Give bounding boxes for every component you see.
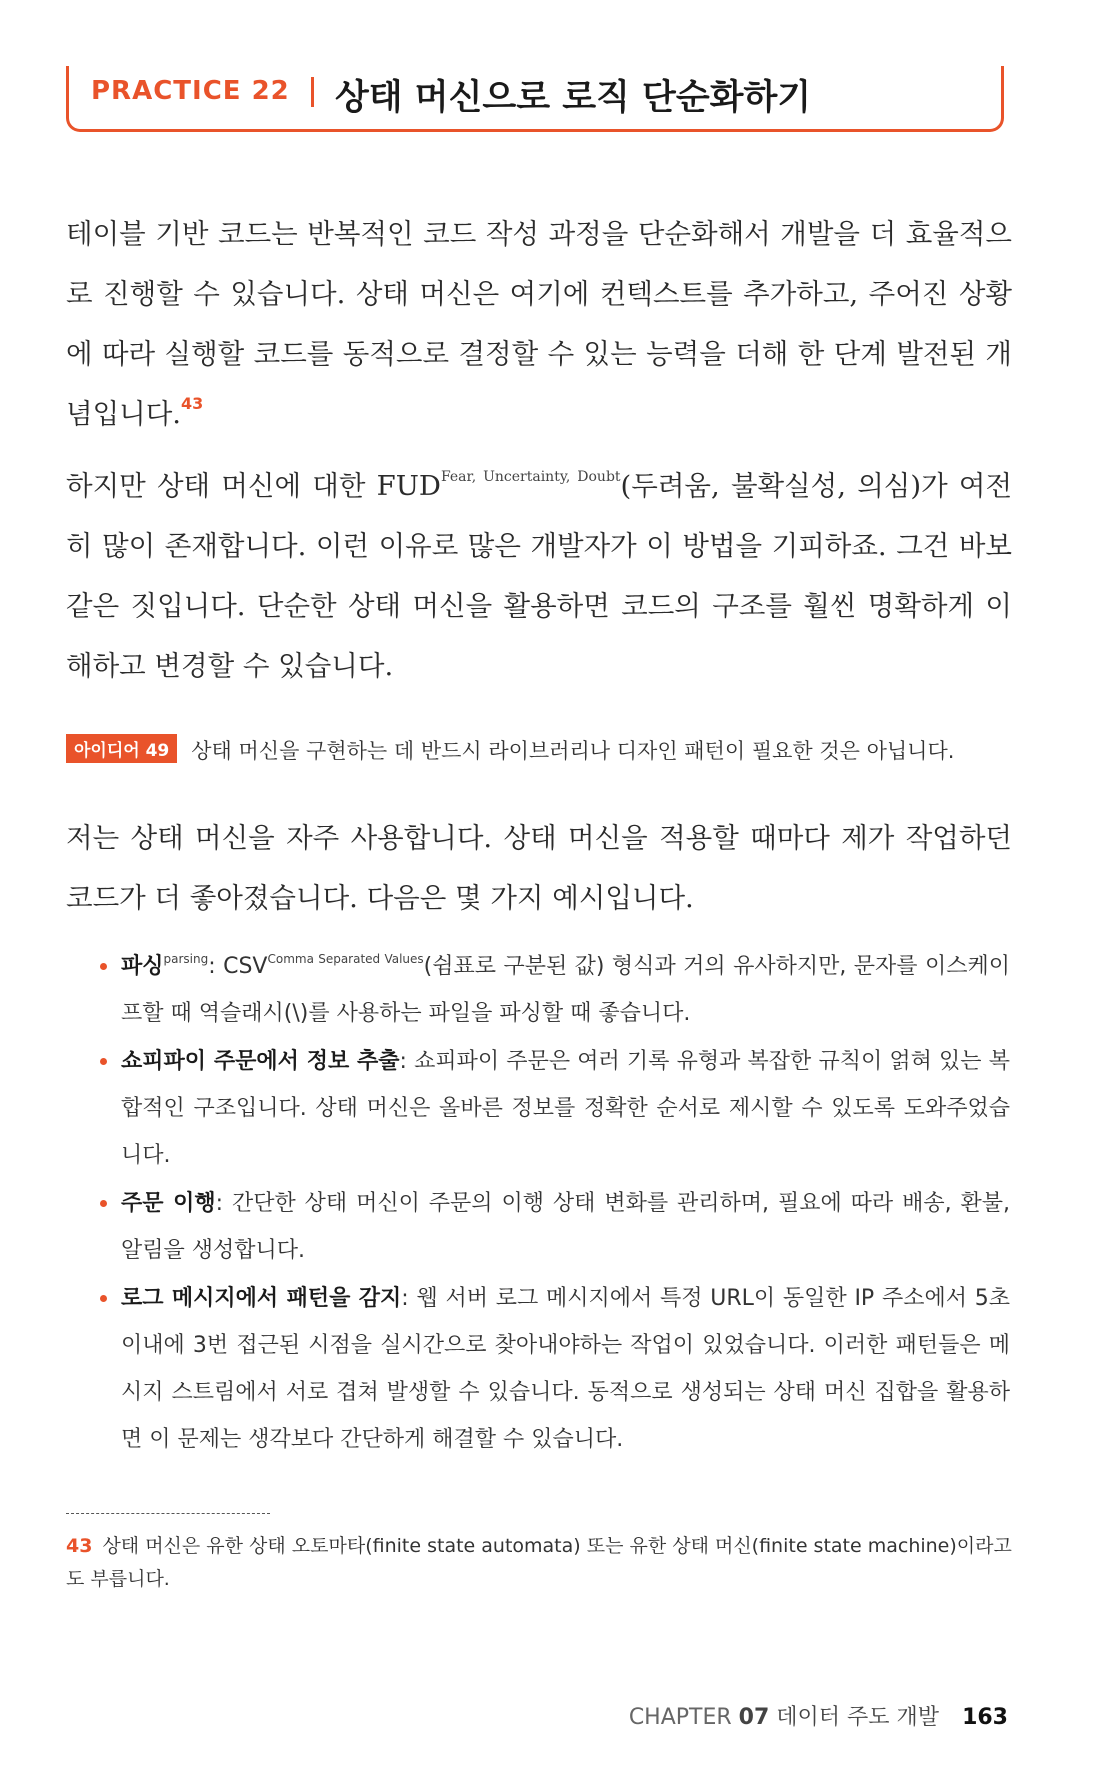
practice-label: PRACTICE 22 bbox=[91, 76, 290, 106]
list-item bbox=[100, 943, 1010, 1037]
header-separator bbox=[311, 77, 314, 107]
idea-callout bbox=[66, 734, 1026, 764]
paragraph-3 bbox=[66, 808, 1012, 928]
term-annotation: parsing bbox=[163, 952, 209, 966]
paragraph-3-text: 저는 상태 머신을 자주 사용합니다. 상태 머신을 적용할 때마다 제가 작업하던 코드가 더 좋아졌습니다. 다음은 몇 가지 예시입니다. bbox=[66, 822, 1012, 914]
bullet-icon bbox=[100, 963, 107, 970]
chapter-word: CHAPTER bbox=[628, 1705, 732, 1730]
list-item bbox=[100, 1275, 1010, 1463]
example-list bbox=[100, 943, 1010, 1464]
practice-header bbox=[66, 66, 1004, 132]
bullet-term: 쇼피파이 주문에서 정보 추출 bbox=[121, 1049, 400, 1074]
chapter-title: 데이터 주도 개발 bbox=[776, 1705, 940, 1730]
footnote-43 bbox=[66, 1530, 1012, 1596]
paragraph-2-before: 하지만 상태 머신에 대한 FUD bbox=[66, 470, 441, 502]
idea-badge: 아이디어 49 bbox=[66, 734, 177, 763]
bullet-text: : 웹 서버 로그 메시지에서 특정 URL이 동일한 IP 주소에서 5초 이내에 3번 접근된 시점을 실시간으로 찾아내야하는 작업이 있었습니다. 이러한 패턴들은 메시지 스트림에서 서로 겹쳐 발생할 수 있습니다. 동적으로 생성되는 상태 머신 집합을 활용하면 이 문제는 생각보다 간단하게 해결할 수 있습니다. bbox=[121, 1286, 1010, 1452]
bullet-text: : 간단한 상태 머신이 주문의 이행 상태 변화를 관리하며, 필요에 따라 배송, 환불, 알림을 생성합니다. bbox=[121, 1191, 1010, 1263]
bullet-text: : 쇼피파이 주문은 여러 기록 유형과 복잡한 규칙이 얽혀 있는 복합적인 구조입니다. 상태 머신은 올바른 정보를 정확한 순서로 제시할 수 있도록 도와주었습니다. bbox=[121, 1049, 1010, 1168]
paragraph-1 bbox=[66, 204, 1012, 444]
bullet-term: 파싱 bbox=[121, 954, 164, 979]
footnote-divider bbox=[66, 1513, 270, 1514]
footnote-ref-43[interactable]: 43 bbox=[181, 394, 204, 413]
list-item bbox=[100, 1180, 1010, 1274]
chapter-number: 07 bbox=[738, 1705, 770, 1730]
bullet-term: 주문 이행 bbox=[121, 1191, 216, 1216]
bullet-icon bbox=[100, 1200, 107, 1207]
footnote-text: 상태 머신은 유한 상태 오토마타(finite state automata) 또는 유한 상태 머신(finite state machine)이라고도 부릅니다. bbox=[66, 1535, 1012, 1590]
page-footer bbox=[629, 1700, 1008, 1731]
bullet-icon bbox=[100, 1058, 107, 1065]
bullet-icon bbox=[100, 1295, 107, 1302]
page-number: 163 bbox=[962, 1705, 1008, 1730]
paragraph-1-text: 테이블 기반 코드는 반복적인 코드 작성 과정을 단순화해서 개발을 더 효율적으로 진행할 수 있습니다. 상태 머신은 여기에 컨텍스트를 추가하고, 주어진 상황에 따라 실행할 코드를 동적으로 결정할 수 있는 능력을 더해 한 단계 발전된 개념입니다. bbox=[66, 218, 1012, 430]
list-item bbox=[100, 1038, 1010, 1179]
bullet-sep: : CSV bbox=[208, 954, 268, 979]
paragraph-2-after: (두려움, 불확실성, 의심)가 여전히 많이 존재합니다. 이런 이유로 많은 개발자가 이 방법을 기피하죠. 그건 바보 같은 짓입니다. 단순한 상태 머신을 활용하면 코드의 구조를 훨씬 명확하게 이해하고 변경할 수 있습니다. bbox=[66, 470, 1013, 682]
idea-text: 상태 머신을 구현하는 데 반드시 라이브러리나 디자인 패턴이 필요한 것은 아닙니다. bbox=[191, 739, 955, 763]
fud-annotation: Fear, Uncertainty, Doubt bbox=[440, 469, 621, 485]
csv-annotation: Comma Separated Values bbox=[267, 952, 424, 966]
practice-title: 상태 머신으로 로직 단순화하기 bbox=[335, 78, 812, 118]
paragraph-2 bbox=[66, 456, 1012, 696]
bullet-text: (쉼표로 구분된 값) 형식과 거의 유사하지만, 문자를 이스케이프할 때 역슬래시(\)를 사용하는 파일을 파싱할 때 좋습니다. bbox=[121, 954, 1011, 1026]
bullet-term: 로그 메시지에서 패턴을 감지 bbox=[121, 1286, 402, 1311]
footnote-number: 43 bbox=[66, 1535, 93, 1557]
